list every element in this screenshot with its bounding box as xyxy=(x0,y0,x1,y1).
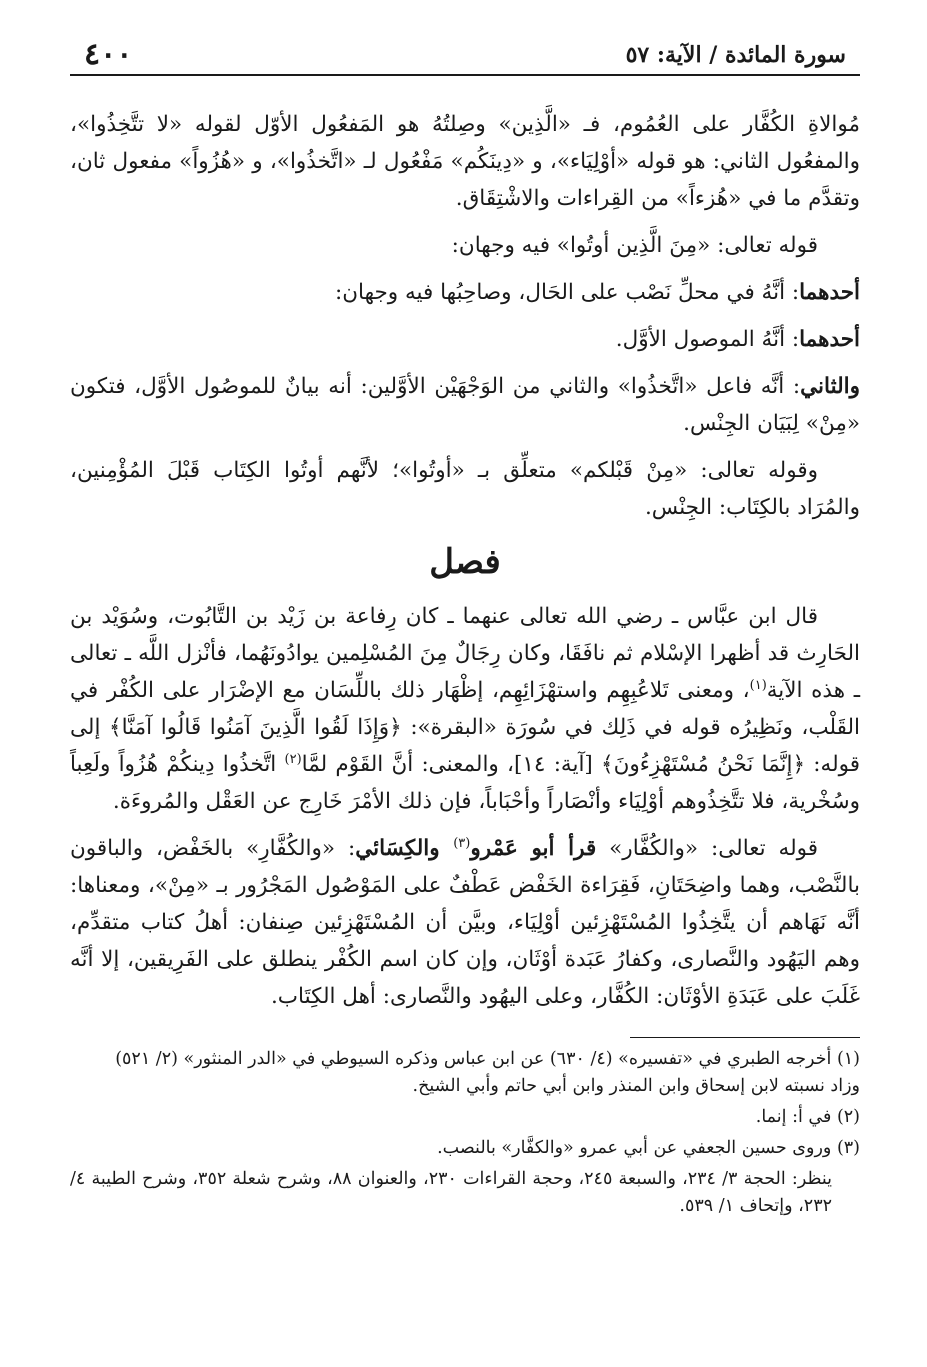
book-page xyxy=(70,28,860,1224)
section-title: فصل xyxy=(429,542,501,582)
term-label: أحدهما xyxy=(799,327,860,352)
paragraph-text: : أنَّهُ الموصول الأوَّل. xyxy=(615,327,800,352)
footnote-number: (١) xyxy=(836,1049,860,1069)
term-label: والثاني xyxy=(800,374,860,399)
paragraph-text: : «والكُفَّارِ» بالخَفْض، والباقون بالنَّصْب، وهما واضِحَتَانِ، فَقِرَاءة الخَفْض عَطْفٌ على المَوْصُول المَجْرُور بـ «مِنْ»، ومعناها: أنَّه نَهَاهم أن يتَّخِذُوا المُسْتَهْزِئين أوْلِيَاء، وبيَّن أن المُسْتَهْزِئين صِنفان: أهلُ كتاب متقدِّم، وهم اليَهُود والنَّصارى، وكفارُ عَبَدة أوْثَان، وإن كان اسم الكُفْر ينطلق على الفَرِيقين، إلا أنَّه غَلَبَ على عَبَدَةِ الأوْثَان: الكُفَّار، وعلى اليهُود والنَّصارى: أهل الكِتَاب. xyxy=(70,836,860,1009)
paragraph-text: قال ابن عبَّاس ـ رضي الله تعالى عنهما ـ كان رِفاعة بن زَيْد بن التَّابُوت، وسُوَيْد بن الحَارِث قد أظهرا الإسْلام ثم نافَقَا، وكان رِجَالٌ مِنَ المُسْلِمين يوادُونَهُما، فأنْزل اللَّه ـ تعالى ـ هذه الآية xyxy=(70,604,860,703)
paragraph-text: ، ومعنى تَلاعُبِهِم واستهْزَائِهِم، إظْهَار ذلك باللِّسَان مع الإضْرَار على الكُفْر في القَلْب، ونَظِيرُه قوله في ذَلِك في سُورَة «البقرة»: ﴿وَإِذَا لَقُوا الَّذِينَ آمَنُوا قَالُوا آمَنَّا﴾ إلى قوله: ﴿إِنَّمَا نَحْنُ مُسْتَهْزِءُونَ﴾ [آية: ١٤]، والمعنى: أنَّ القَوْم لمَّا xyxy=(70,678,861,777)
paragraph xyxy=(70,321,860,358)
paragraph-text: : أنَّهُ في محلِّ نَصْب على الحَال، وصاحِبُها فيه وجهان: xyxy=(335,280,800,305)
footnotes xyxy=(70,1046,860,1220)
footnote-ref[interactable]: (٢) xyxy=(284,751,302,767)
paragraph xyxy=(70,368,860,442)
footnote-text: أخرجه الطبري في «تفسيره» (٤/ ٦٣٠) عن ابن عباس وذكره السيوطي في «الدر المنثور» (٢/ ٥٢١) xyxy=(115,1049,832,1069)
term-label: أحدهما xyxy=(799,280,860,305)
footnote xyxy=(70,1135,860,1162)
paragraph xyxy=(70,274,860,311)
main-text xyxy=(70,106,860,1015)
paragraph-text: قوله تعالى: «مِنَ الَّذِين أوتُوا» فيه وجهان: xyxy=(451,233,818,258)
paragraph-text: : أنَّه فاعل «اتَّخذُوا» والثاني من الوَجْهَيْن الأوَّلين: أنه بيانٌ للموصُول الأوَّل، فتكون «مِنْ» لِبَيَان الجِنْس. xyxy=(70,374,860,436)
paragraph xyxy=(70,830,860,1015)
running-title: سورة المائدة / الآية: ٥٧ xyxy=(625,42,846,68)
footnote-number: (٢) xyxy=(836,1107,860,1127)
paragraph xyxy=(70,227,860,264)
paragraph-text: اتَّخذُوا دِينكُمْ هُزُواً ولَعِباً وسُخْرية، فلا تتَّخِذُوهم أوْلِيَاء وأنْصَاراً وأحْبَاباً، فإن ذلك الأمْرَ خَارِج عن العَقْل والمُروءَة. xyxy=(70,752,860,814)
footnote xyxy=(70,1046,860,1100)
footnote-ref[interactable]: (١) xyxy=(749,677,767,693)
paragraph-text: مُوالاةِ الكُفَّار على العُمُوم، فـ «الَّذِين» وصِلتُهُ هو المَفعُول الأوّل لقوله «لا تتَّخِذُوا»، والمفعُول الثاني: هو قوله «أوْلِيَاء»، و «دِينَكُم» مَفْعُول لـ «اتَّخذُوا»، و «هُزُواً» مفعول ثان، وتقدَّم ما في «هُزءاً» من القِراءات والاشْتِقَاق. xyxy=(70,112,860,211)
footnote-text: وروى حسين الجعفي عن أبي عمرو «والكفَّار» بالنصب. xyxy=(437,1138,832,1158)
footnote-text: في أ: إنما. xyxy=(755,1107,832,1127)
page-header xyxy=(70,28,860,76)
footnote-number: (٣) xyxy=(836,1138,860,1158)
paragraph-text: قوله تعالى: «والكُفَّار» xyxy=(596,836,819,861)
term-label: والكِسَائي xyxy=(355,836,454,861)
paragraph xyxy=(70,598,860,820)
paragraph xyxy=(70,106,860,217)
footnote-ref[interactable]: (٣) xyxy=(453,835,471,851)
paragraph-text: وقوله تعالى: «مِنْ قَبْلكم» متعلِّق بـ «أوتُوا»؛ لأنَّهم أوتُوا الكِتَاب قَبْلَ المُؤْمِنين، والمُرَاد بالكِتَاب: الجِنْس. xyxy=(70,458,860,520)
page-number: ٤٠٠ xyxy=(84,37,133,72)
footnotes-rule xyxy=(630,1037,860,1038)
footnote xyxy=(70,1104,860,1131)
term-label: قرأ أبو عَمْرو xyxy=(470,836,597,861)
footnote-continuation: وزاد نسبته لابن إسحاق وابن المنذر وابن أبي حاتم وأبي الشيخ. xyxy=(412,1076,860,1096)
footnote-text: ينظر: الحجة ٣/ ٢٣٤، والسبعة ٢٤٥، وحجة القراءات ٢٣٠، والعنوان ٨٨، وشرح شعلة ٣٥٢، وشرح الطيبة ٤/ ٢٣٢، وإتحاف ١/ ٥٣٩. xyxy=(70,1169,832,1216)
footnote-sources xyxy=(70,1166,832,1220)
paragraph xyxy=(70,452,860,526)
